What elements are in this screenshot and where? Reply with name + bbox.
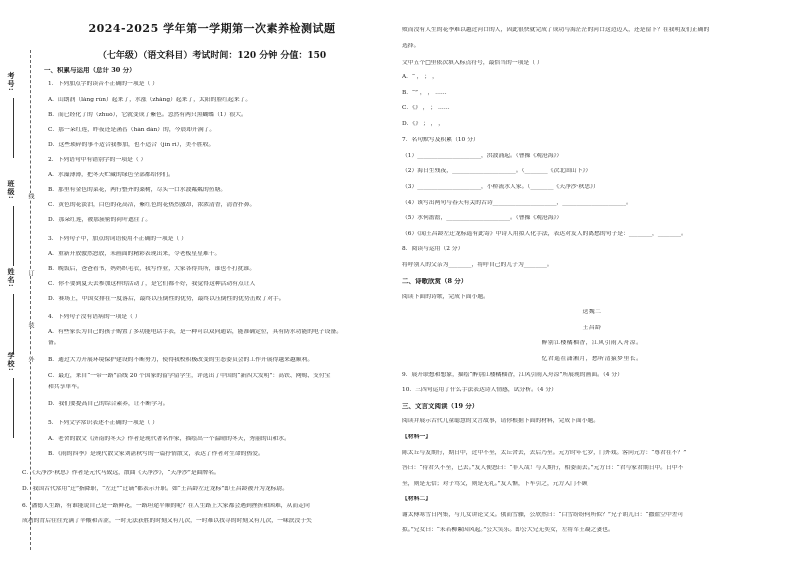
- question-line: 3．下列句子中，加点的词语使用不正确的一项是（ ）: [48, 236, 187, 242]
- fill-blank-line: （1）______________________，洪波涌起。（曹操《观沧海》）: [402, 153, 563, 159]
- field-line-school: [13, 378, 14, 438]
- question-line: A．有些家长为自己的孩子购置了多功能电话手表，是一种可以双向通话，能准确定位，具有防水功能的电子设备。: [48, 329, 343, 335]
- question-line: 4．下列句子没有语病的一项是（ ）: [48, 314, 141, 320]
- option-line: D．《》 ； ， ，: [402, 121, 445, 127]
- poem-title: 送魏二: [582, 309, 602, 315]
- question-line: D．我国古代常用“迁”指降职，“左迁”“迁谪”都表示升职。如“王昌龄左迁龙标”即王昌龄被升为龙标尉。: [22, 486, 289, 492]
- field-label-exam-number: 考号:: [7, 72, 16, 92]
- question-line: 7．名句默写及积累（10 分）: [402, 137, 479, 143]
- question-line: C．黄色的花淡泊，白色的花高洁，紫红色的花热烈激昂，浓浓清香，清香扑鼻。: [48, 202, 256, 208]
- question-line: 1．下列加点字的读音不正确的一项是（ ）: [48, 81, 158, 87]
- question-line: C．那一朵红莲，昨夜还是菡萏（hàn dàn）的，今晨却开满了。: [48, 127, 216, 133]
- question-line: 2．下列语句中有错别字的一项是（ ）: [48, 157, 147, 163]
- question-line: A．老舍的散文《济南的冬天》作者是现代著名作家，描绘出一个温晴的冬天，秀丽的山和水。: [48, 436, 290, 442]
- question-line: 备。: [48, 340, 60, 346]
- question-line: 文中五个□里依次填入标点符号，最恰当的一项是（ ）: [402, 60, 543, 66]
- question-line: 10．三四句运用了什么手法表达诗人情感，试分析。（4 分）: [402, 387, 557, 393]
- question-line: 败而没有人生的花季难以越过河口的人，因此很快就完成了成功与海茫茫的河口这边迈入，还是留下？在我明友们正确的: [402, 27, 710, 33]
- question-line: B．通过大力开展环境保护建设的不断努力，使得我校积极改变的生态委员会的工作开展得越来越顺利。: [48, 357, 314, 363]
- poem-line: 忆君遥在潇湘月，愁听清猿梦里长。: [541, 356, 643, 362]
- question-line: A．水藻薄薄，把冬天贮藏的绿色全部都给你们。: [48, 172, 174, 178]
- question-line: B．那里有金色的菜花，两行整齐的桑树，尽头一口水波粼粼的鱼塘。: [48, 187, 227, 193]
- question-line: A．山朗润（lǎng rùn）起来了，水涨（zhǎng）起来了，太阳的脸红起来了。: [48, 97, 252, 103]
- question-line: D．那朵红莲，被那簇密的荷叶遮住了。: [48, 217, 152, 223]
- question-line: C．你不要到夏天去参加这样的活动了，是它们都不好，我觉得这种活动有点让人: [48, 281, 256, 287]
- binding-strip: [0, 0, 44, 562]
- question-line: C．《天净沙·秋思》作者是元代马致远，散曲《天净沙》，“天净沙”是曲牌名。: [22, 470, 220, 476]
- binding-mark: 外: [27, 356, 34, 362]
- fill-blank-line: （6）《闻王昌龄左迁龙标遥有此寄》中诗人用拟人化手法，表达对友人的离愁的句子是：________，________。: [402, 231, 687, 237]
- field-line-name: [13, 294, 14, 354]
- question-line: 成功的背后往往充满了辛酸和苦涩，一时无法获胜的时刻又有几次，一时难以找寻的时刻又有几次，一味泯没于失: [22, 518, 312, 524]
- field-line-exam-number: [13, 98, 14, 158]
- passage-line: 陈太丘与友期行，期日中，过中不至，太丘舍去，去后乃至。元方时年七岁，门外戏。客问元方：“尊君在不？”: [402, 450, 687, 456]
- question-line: 8．阅读与运用（2 分）: [402, 246, 464, 252]
- poem-line: 醉别江楼橘柚香，江风引雨入舟凉。: [541, 340, 643, 346]
- passage-line: 拟。”兄女曰：“未若柳絮因风起。”公大笑乐。即公大兄无奕女，左将军王凝之妻也。: [402, 527, 614, 533]
- fill-blank-line: （4）该写出两句与春天有关的古诗______________________，______________________。: [402, 200, 632, 206]
- question-line: C．最近，来自“一带一路”沿线 20 个国家的留学留学生，评选出了中国的“新四大发明”：高铁、网购、支付宝: [48, 373, 331, 379]
- passage-line: 谢太傅寒雪日内集，与儿女讲论文义。俄而雪骤，公欣然曰：“白雪纷纷何所似？”兄子胡儿曰：“撒盐空中差可: [402, 512, 684, 518]
- question-line: A．重新开放傲然怒放，未画面的精彩表现出来，令老板星星难干。: [48, 251, 221, 257]
- option-line: A．“ ， ； ，: [402, 74, 438, 80]
- section-heading: 三、文言文阅读（19 分）: [402, 403, 479, 410]
- field-label-name: 姓名:: [7, 268, 16, 288]
- question-line: 6．潘德人生路，有谁能说自己是一路鲜花，一路坦途平顺的呢？在人生路上大家都会遇到挫折和困难，从而走向: [22, 503, 310, 509]
- fill-blank-line: （3）______________________，小桥流水人家。（________《天净沙·秋思》）: [402, 184, 599, 190]
- section-heading: 二、诗歌欣赏（8 分）: [402, 278, 468, 285]
- passage-line: 答曰：“待君久不至，已去。”友人便怒曰：“非人哉！与人期行，相委而去。”元方曰：“君与家君期日中。日中不: [402, 465, 684, 471]
- question-line: D．我们要提高自己的综合素养，让不断学习。: [48, 401, 169, 407]
- option-line: B．“” ， ， ……: [402, 90, 447, 96]
- question-line: 选择。: [402, 43, 420, 49]
- section-heading: 一、积累与运用（总计 30 分）: [44, 67, 136, 74]
- question-line: 和共享单车。: [48, 384, 83, 390]
- question-line: B．晚饭后，爸爸看书，妈妈织毛衣，我写作业，大家各得其所，谁也不打扰谁。: [48, 266, 256, 272]
- question-line: D．这些琐碎的事不适合我参加，也不适合（jìn rì），美不胜收。: [48, 142, 215, 148]
- field-label-class: 班级:: [7, 180, 16, 200]
- question-line: D．赛场上，中国女排在一度落后，最终以压倒性的优势，最终以压倒性的优势击败了对手。: [48, 296, 285, 302]
- field-label-school: 学校:: [7, 352, 16, 372]
- page-subtitle: （七年级）（语文科目）考试时间：120 分钟 分值：150: [97, 51, 327, 61]
- passage-line: 至，则是无信；对子骂父，则是无礼。”友人惭，下车引之，元方入门不顾: [402, 481, 588, 487]
- page-title: 2024-2025 学年第一学期第一次素养检测试题: [88, 22, 336, 35]
- binding-mark: 线: [27, 193, 34, 199]
- fill-blank-line: （2）海日生残夜，______________________。（________《次北固山下》）: [402, 168, 592, 174]
- binding-mark: 订: [27, 270, 34, 276]
- question-line: 9．展开联想和想象，描绘“醉别江楼橘柚香，江风引雨入舟凉”所展现的画面。（4 分）: [402, 372, 623, 378]
- option-line: C．《》 ， ； ……: [402, 105, 450, 111]
- question-line: B．而已经化了的（zhuó），它就变成了紫色。忽然有两只黑蝴蝶（1）很大。: [48, 112, 247, 118]
- material-heading: 【材料一】: [402, 434, 431, 440]
- fill-blank-line: （5）水何澹澹，______________________。（曹操《观沧海》）: [402, 215, 563, 221]
- material-heading: 【材料二】: [402, 496, 431, 502]
- question-line: 阅读并展示古代儿童聪慧的文言故事，请你根据下面的材料，完成下面小题。: [402, 418, 600, 424]
- question-line: 阅读下面的诗歌，完成下面小题。: [402, 294, 489, 300]
- question-line: 5．下列文学常识表述不正确的一项是（ ）: [48, 420, 158, 426]
- poem-author: 王昌龄: [582, 325, 602, 331]
- binding-mark: 装: [27, 322, 34, 328]
- question-line: B．《雨的四季》是现代散文家刘湛秋写的一篇抒情散文，表达了作者对生命的热爱。: [48, 451, 264, 457]
- field-line-class: [13, 206, 14, 266]
- fill-blank-line: 将呼别人的父亲为________，将呼自己的儿子为________。: [402, 262, 553, 268]
